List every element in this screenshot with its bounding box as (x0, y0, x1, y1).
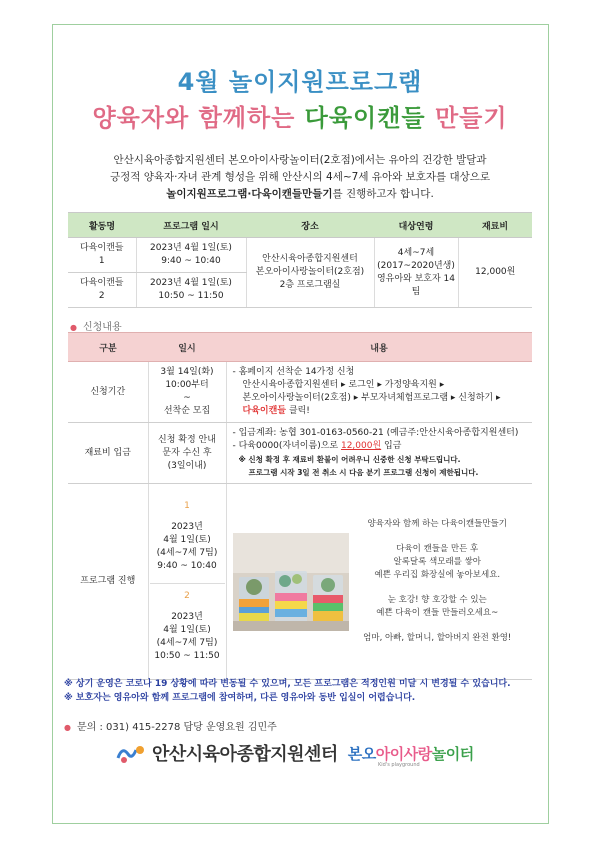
period-date-line: 3월 14일(화) (160, 367, 214, 377)
period-click: 클릭! (288, 406, 310, 416)
intro-line2: 긍정적 양육자·자녀 관계 형성을 위해 안산시의 4세~7세 유아와 보호자를 대상으로 (109, 171, 491, 183)
place-cell (246, 238, 374, 308)
apply-table (68, 332, 532, 680)
header-fee: 재료비 (458, 213, 532, 238)
fee-depositor (233, 440, 527, 453)
note-line: ※ 보호자는 영유아와 함께 프로그램에 참여하며, 다른 영유아와 동반 입실이 어렵습니다. (64, 693, 416, 703)
footer-logos (116, 740, 474, 766)
desc-line: 양육자와 함께 하는 다육이캔들만들기 (367, 519, 507, 529)
activity-name (68, 238, 136, 273)
activity-time: 9:40 ~ 10:40 (161, 256, 221, 266)
subtitle-part1: 양육자와 함께하는 (92, 104, 296, 132)
progress-label: 프로그램 진행 (68, 484, 148, 680)
program-table (68, 212, 532, 308)
intro-paragraph (60, 152, 540, 203)
period-date (148, 362, 226, 423)
page-subtitle (0, 98, 600, 133)
fee-amount: 12,000원 (340, 441, 382, 451)
period-line: 본오아이사랑놀이터(2호점) ▸ 부모자녀체험프로그램 ▸ 신청하기 ▸ (242, 393, 501, 403)
session-number: 1 (184, 501, 190, 511)
activity-name-a: 다육이캔들 (80, 243, 124, 253)
session-line: (4세~7세 7팀) (156, 548, 218, 558)
center-name: 안산시육아종합지원센터 (152, 744, 338, 765)
fee-cell: 12,000원 (458, 238, 532, 308)
period-date-line: 10:00부터 (165, 380, 209, 390)
fee-label: 재료비 입금 (68, 423, 148, 484)
period-label: 신청기간 (68, 362, 148, 423)
playground-logo-c: 놀이터 (431, 744, 474, 763)
period-line: 안산시육아종합지원센터 ▸ 로그인 ▸ 가정양육지원 ▸ (242, 380, 445, 390)
session-line: 10:50 ~ 11:50 (154, 651, 220, 661)
age-line: (2017~2020년생) (377, 260, 455, 271)
period-content (226, 362, 532, 423)
place-line: 본오아이사랑놀이터(2호점) (255, 267, 365, 277)
intro-line3-bold: 놀이지원프로그램·다육이캔들만들기 (166, 188, 333, 200)
fee-depositor-text: - 다육0000(자녀이름)으로 (232, 441, 339, 451)
apply-table-header (68, 333, 532, 362)
header-category: 구분 (68, 333, 148, 362)
desc-line: 엄마, 아빠, 할머니, 할아버지 완전 환영! (363, 633, 512, 643)
session-line: 9:40 ~ 10:40 (157, 561, 217, 571)
header-date: 일시 (148, 333, 226, 362)
playground-logo-b: 아이사랑 (375, 744, 432, 763)
desc-line: 다육이 캔들을 만든 후 (396, 544, 479, 554)
activity-time: 10:50 ~ 11:50 (158, 291, 224, 301)
table-row (68, 238, 532, 273)
age-line: 영유아와 보호자 14팀 (376, 273, 456, 297)
session-line: (4세~7세 7팀) (156, 638, 218, 648)
period-line: - 홈페이지 선착순 14가정 신청 (232, 367, 355, 377)
bullet-icon: ● (64, 723, 71, 732)
intro-line3-rest: 를 진행하고자 합니다. (332, 188, 434, 200)
table-row (68, 362, 532, 423)
header-place: 장소 (246, 213, 374, 238)
fee-account: - 입금계좌: 농협 301-0163-0560-21 (예금주:안산시육아종합지원센터) (232, 428, 519, 438)
header-content: 내용 (226, 333, 532, 362)
header-age: 대상연령 (374, 213, 458, 238)
subtitle-part2: 다육이캔들 (304, 104, 426, 132)
fee-date-line: (3일이내) (167, 460, 207, 471)
progress-content (226, 484, 532, 680)
intro-line1: 안산시육아종합지원센터 본오아이사랑놀이터(2호점)에서는 유아의 건강한 발달과 (113, 154, 487, 166)
candle-photo (233, 533, 349, 631)
fee-notice: ※ 신청 확정 후 재료비 환불이 어려우니 신중한 신청 부탁드립니다. (238, 455, 461, 464)
desc-line: 예쁜 우리집 화장실에 놓아보세요. (374, 570, 501, 580)
activity-date: 2023년 4월 1일(토) (150, 243, 232, 253)
activity-datetime (136, 238, 246, 273)
session-number: 2 (184, 591, 190, 601)
activity-name-b: 2 (98, 291, 105, 301)
period-highlight: 다육이캔들 (242, 406, 286, 416)
contact-text: 문의 : 031) 415-2278 담당 운영요원 김민주 (76, 722, 277, 733)
table-row (68, 484, 532, 680)
fee-content (226, 423, 532, 484)
period-date-line: ~ (183, 393, 191, 403)
period-date-line: 선착순 모집 (163, 406, 211, 416)
fee-date-line: 신청 확정 안내 (158, 434, 216, 445)
center-logo-icon (116, 742, 146, 764)
program-table-header (68, 213, 532, 238)
activity-datetime (136, 273, 246, 308)
session-line: 4월 1일(토) (163, 625, 211, 635)
apply-section-title (70, 318, 122, 333)
playground-subtitle: Kid's playground (378, 762, 420, 768)
desc-line: 눈 호강! 향 호강할 수 있는 (387, 595, 487, 605)
header-activity: 활동명 (68, 213, 136, 238)
header-datetime: 프로그램 일시 (136, 213, 246, 238)
activity-name-b: 1 (98, 256, 105, 266)
bullet-icon: ● (70, 323, 77, 332)
table-row (68, 423, 532, 484)
session-line: 4월 1일(토) (163, 535, 211, 545)
period-line (233, 405, 527, 418)
intro-line3 (60, 186, 540, 203)
session-line: 2023년 (171, 522, 203, 532)
place-line: 2층 프로그램실 (279, 280, 341, 290)
activity-name (68, 273, 136, 308)
place-line: 안산시육아종합지원센터 (262, 254, 358, 264)
desc-line: 예쁜 다육이 캔들 만들러오세요~ (376, 608, 499, 618)
playground-logo (348, 743, 474, 764)
age-line: 4세~7세 (397, 247, 435, 258)
contact-info (64, 718, 277, 733)
session-line: 2023년 (171, 612, 203, 622)
activity-date: 2023년 4월 1일(토) (150, 278, 232, 288)
activity-name-a: 다육이캔들 (80, 278, 124, 288)
progress-description (349, 518, 527, 645)
age-cell (374, 238, 458, 308)
fee-date-line: 문자 수신 후 (162, 447, 212, 458)
fee-date (148, 423, 226, 484)
apply-section-label: 신청내용 (82, 322, 122, 333)
fee-notice: 프로그램 시작 3일 전 취소 시 다음 분기 프로그램 신청이 제한됩니다. (248, 468, 479, 477)
desc-line: 알록달록 색모래를 쌓아 (393, 557, 481, 567)
playground-logo-a: 본오 (347, 744, 376, 763)
progress-sessions (148, 484, 226, 680)
subtitle-part3: 만들기 (434, 104, 508, 132)
fee-depositor-end: 입금 (384, 441, 402, 451)
note-line: ※ 상기 운영은 코로나 19 상황에 따라 변동될 수 있으며, 모든 프로그램은 적정인원 미달 시 변경될 수 있습니다. (64, 679, 511, 689)
page-title: 4월 놀이지원프로그램 (177, 68, 423, 96)
